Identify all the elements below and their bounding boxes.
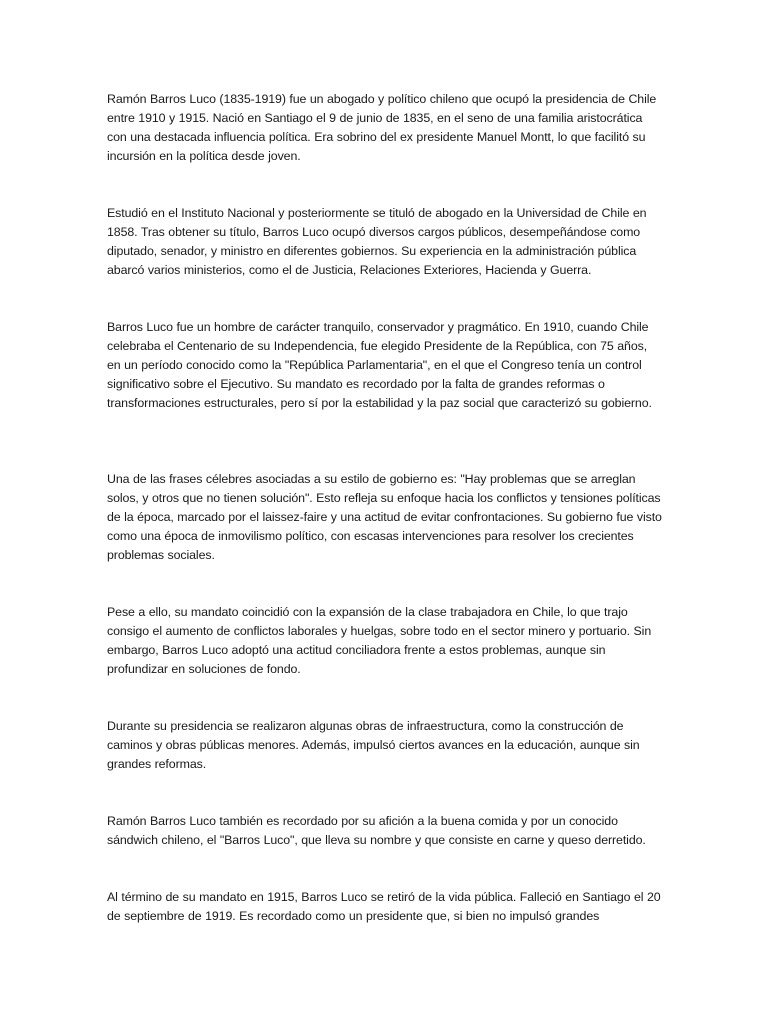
paragraph-famous-phrase: Una de las frases célebres asociadas a su estilo de gobierno es: "Hay problemas que se arreglan solos, y otros que no tienen solución". Esto refleja su enfoque hacia los conflictos y tensiones políticas de la época, marcado por el laissez-faire y una actitud de evitar confrontaciones. Su gobierno fue visto como una época de inmovilismo político, con escasas intervenciones para resolver los crecientes problemas sociales. [107, 472, 662, 562]
paragraph-presidency: Barros Luco fue un hombre de carácter tranquilo, conservador y pragmático. En 1910, cuando Chile celebraba el Centenario de su Independencia, fue elegido Presidente de la República, con 75 años, en un período conocido como la "República Parlamentaria", en el que el Congreso tenía un control significativo sobre el Ejecutivo. Su mandato es recordado por la falta de grandes reformas o transformaciones estructurales, pero sí por la estabilidad y la paz social que caracterizó su gobierno. [107, 320, 652, 410]
paragraph-labor-conflicts: Pese a ello, su mandato coincidió con la expansión de la clase trabajadora en Chile, lo que trajo consigo el aumento de conflictos laborales y huelgas, sobre todo en el sector minero y portuario. Sin embargo, Barros Luco adoptó una actitud conciliadora frente a estos problemas, aunque sin profundizar en soluciones de fondo. [107, 605, 652, 676]
paragraph-infrastructure: Durante su presidencia se realizaron algunas obras de infraestructura, como la construcción de caminos y obras públicas menores. Además, impulsó ciertos avances en la educación, aunque sin grandes reformas. [107, 719, 640, 771]
paragraph-education-career: Estudió en el Instituto Nacional y posteriormente se tituló de abogado en la Universidad de Chile en 1858. Tras obtener su título, Barros Luco ocupó diversos cargos públicos, desempeñándose como diputado, senador, y ministro en diferentes gobiernos. Su experiencia en la administración pública abarcó varios ministerios, como el de Justicia, Relaciones Exteriores, Hacienda y Guerra. [107, 206, 647, 277]
paragraph-intro: Ramón Barros Luco (1835-1919) fue un abogado y político chileno que ocupó la presidencia de Chile entre 1910 y 1915. Nació en Santiago el 9 de junio de 1835, en el seno de una familia aristocrática con una destacada influencia política. Era sobrino del ex presidente Manuel Montt, lo que facilitó su incursión en la política desde joven. [107, 92, 657, 163]
paragraph-sandwich: Ramón Barros Luco también es recordado por su afición a la buena comida y por un conocido sándwich chileno, el "Barros Luco", que lleva su nombre y que consiste en carne y queso derretido. [107, 814, 646, 847]
paragraph-retirement: Al término de su mandato en 1915, Barros Luco se retiró de la vida pública. Falleció en Santiago el 20 de septiembre de 1919. Es recordado como un presidente que, si bien no impulsó grandes [107, 890, 661, 923]
